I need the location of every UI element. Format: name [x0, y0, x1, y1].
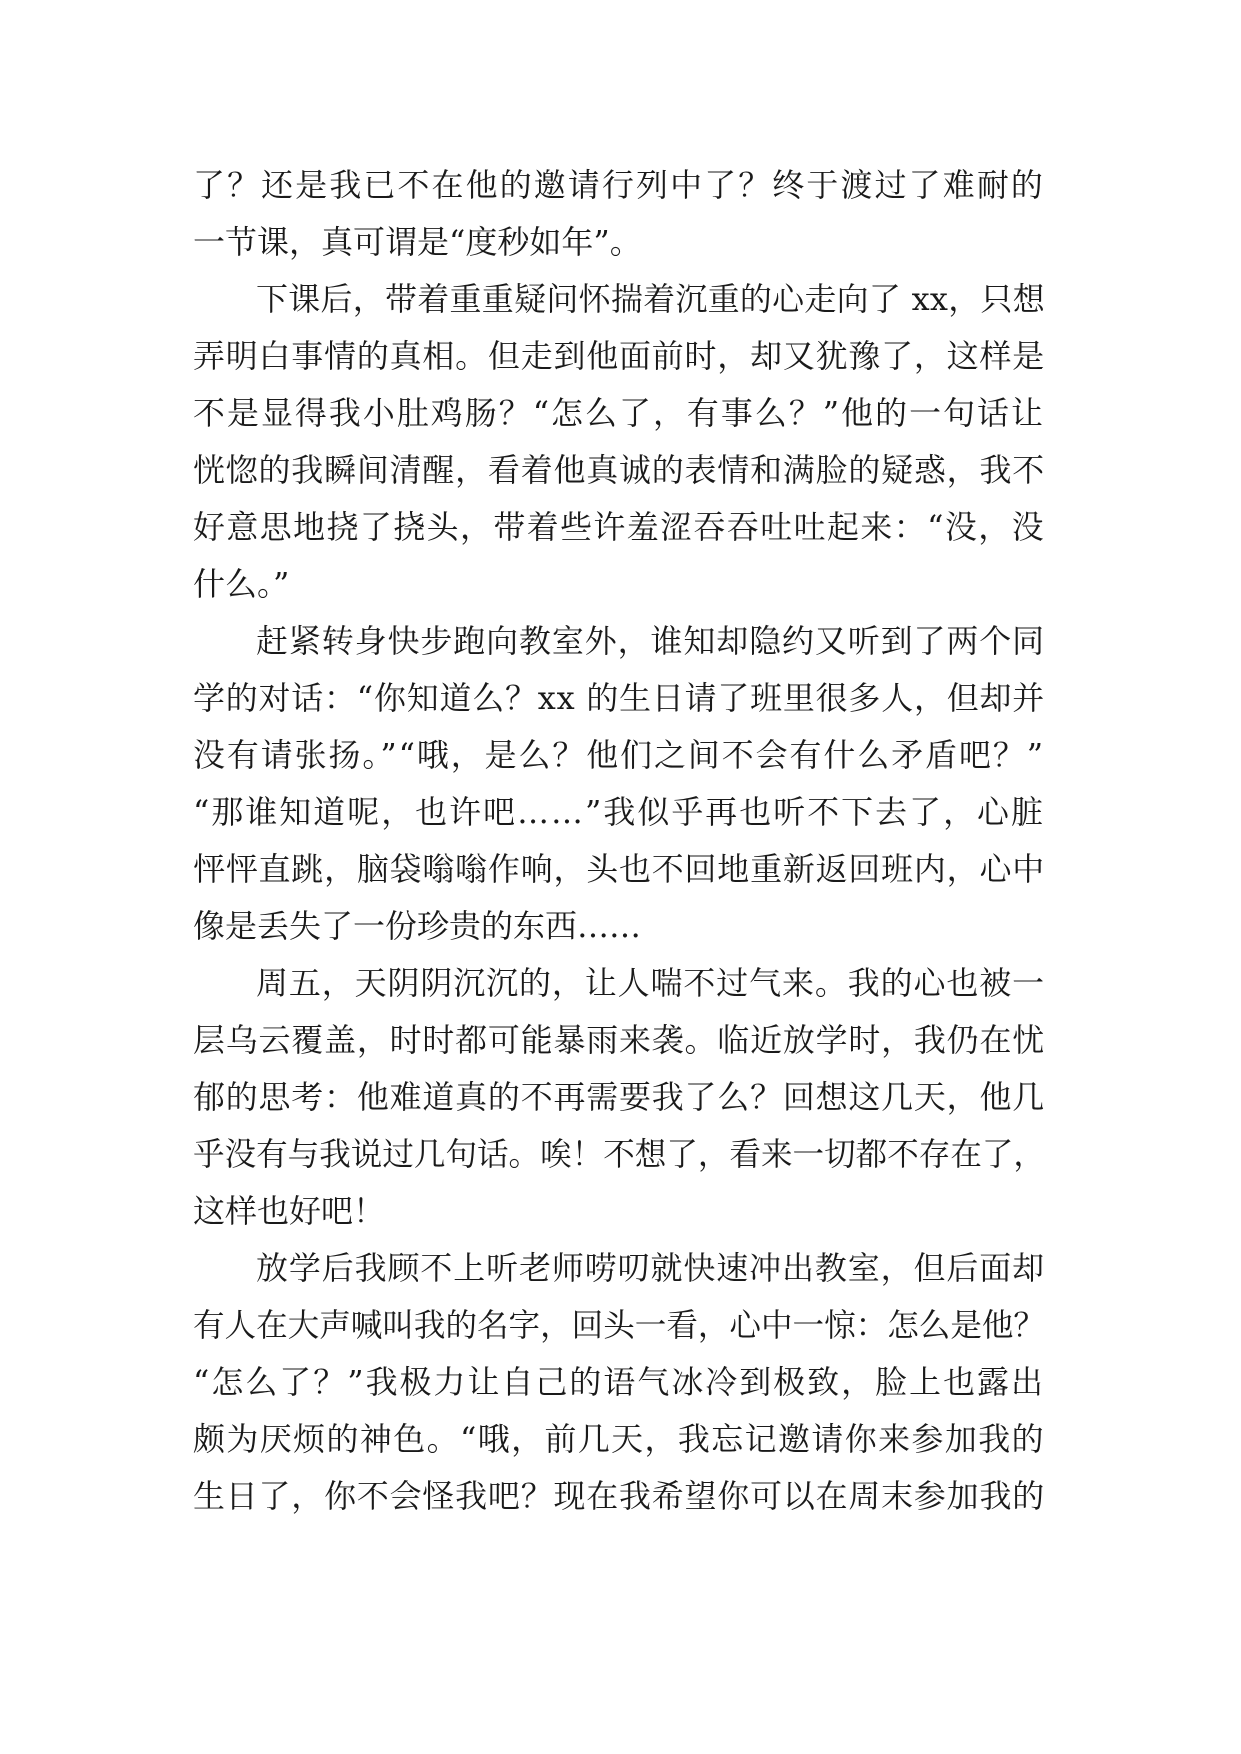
text-line-content: 放学后我顾不上听老师唠叨就快速冲出教室，但后面却 — [256, 1249, 1045, 1287]
paragraph-first-line — [0, 1238, 1241, 1298]
text-line — [0, 1067, 1241, 1127]
text-line-content: 这样也好吧！ — [193, 1192, 386, 1230]
text-line — [0, 1409, 1241, 1469]
text-line-content: 学的对话：“你知道么？xx 的生日请了班里很多人，但却并 — [193, 679, 1045, 717]
text-line-content: 了？还是我已不在他的邀请行列中了？终于渡过了难耐的 — [193, 166, 1045, 204]
text-line — [0, 554, 1241, 614]
text-line-content: 赶紧转身快步跑向教室外，谁知却隐约又听到了两个同 — [256, 622, 1045, 660]
text-line-content: 乎没有与我说过几句话。唉！不想了，看来一切都不存在了， — [193, 1135, 1045, 1173]
text-line-content: 什么。” — [193, 565, 290, 603]
text-line — [0, 1181, 1241, 1241]
text-line — [0, 440, 1241, 500]
text-line-content: 下课后，带着重重疑问怀揣着沉重的心走向了 xx，只想 — [256, 280, 1045, 318]
text-line — [0, 1010, 1241, 1070]
text-line-content: 郁的思考：他难道真的不再需要我了么？回想这几天，他几 — [193, 1078, 1045, 1116]
text-line-content: 像是丢失了一份珍贵的东西…… — [193, 907, 642, 945]
text-line — [0, 668, 1241, 728]
text-line-content: 有人在大声喊叫我的名字，回头一看，心中一惊：怎么是他？ — [193, 1306, 1045, 1344]
paragraph-first-line — [0, 611, 1241, 671]
text-line-content: 颇为厌烦的神色。“哦，前几天，我忘记邀请你来参加我的 — [193, 1420, 1045, 1458]
text-line-content: 层乌云覆盖，时时都可能暴雨来袭。临近放学时，我仍在忧 — [193, 1021, 1045, 1059]
text-line-content: 弄明白事情的真相。但走到他面前时，却又犹豫了，这样是 — [193, 337, 1045, 375]
text-line — [0, 1466, 1241, 1526]
text-line — [0, 725, 1241, 785]
text-line-content: “那谁知道呢，也许吧……”我似乎再也听不下去了，心脏 — [193, 793, 1045, 831]
paragraph-first-line — [0, 953, 1241, 1013]
text-line-content: 恍惚的我瞬间清醒，看着他真诚的表情和满脸的疑惑，我不 — [193, 451, 1045, 489]
text-line — [0, 212, 1241, 272]
text-line — [0, 1124, 1241, 1184]
text-line-content: 怦怦直跳，脑袋嗡嗡作响，头也不回地重新返回班内，心中 — [193, 850, 1045, 888]
text-line — [0, 1295, 1241, 1355]
text-line — [0, 896, 1241, 956]
text-line-content: 周五，天阴阴沉沉的，让人喘不过气来。我的心也被一 — [256, 964, 1045, 1002]
text-line-content: 生日了，你不会怪我吧？现在我希望你可以在周末参加我的 — [193, 1477, 1045, 1515]
text-line — [0, 383, 1241, 443]
text-line — [0, 155, 1241, 215]
text-line — [0, 1352, 1241, 1412]
text-line-content: 不是显得我小肚鸡肠？“怎么了，有事么？”他的一句话让 — [193, 394, 1045, 432]
text-line — [0, 782, 1241, 842]
text-line — [0, 326, 1241, 386]
text-line-content: 没有请张扬。”“哦，是么？他们之间不会有什么矛盾吧？” — [193, 736, 1045, 774]
text-line-content: “怎么了？”我极力让自己的语气冰冷到极致，脸上也露出 — [193, 1363, 1045, 1401]
text-line — [0, 497, 1241, 557]
text-line — [0, 839, 1241, 899]
paragraph-first-line — [0, 269, 1241, 329]
text-line-content: 一节课，真可谓是“度秒如年”。 — [193, 223, 642, 261]
text-line-content: 好意思地挠了挠头，带着些许羞涩吞吞吐吐起来：“没，没 — [193, 508, 1045, 546]
